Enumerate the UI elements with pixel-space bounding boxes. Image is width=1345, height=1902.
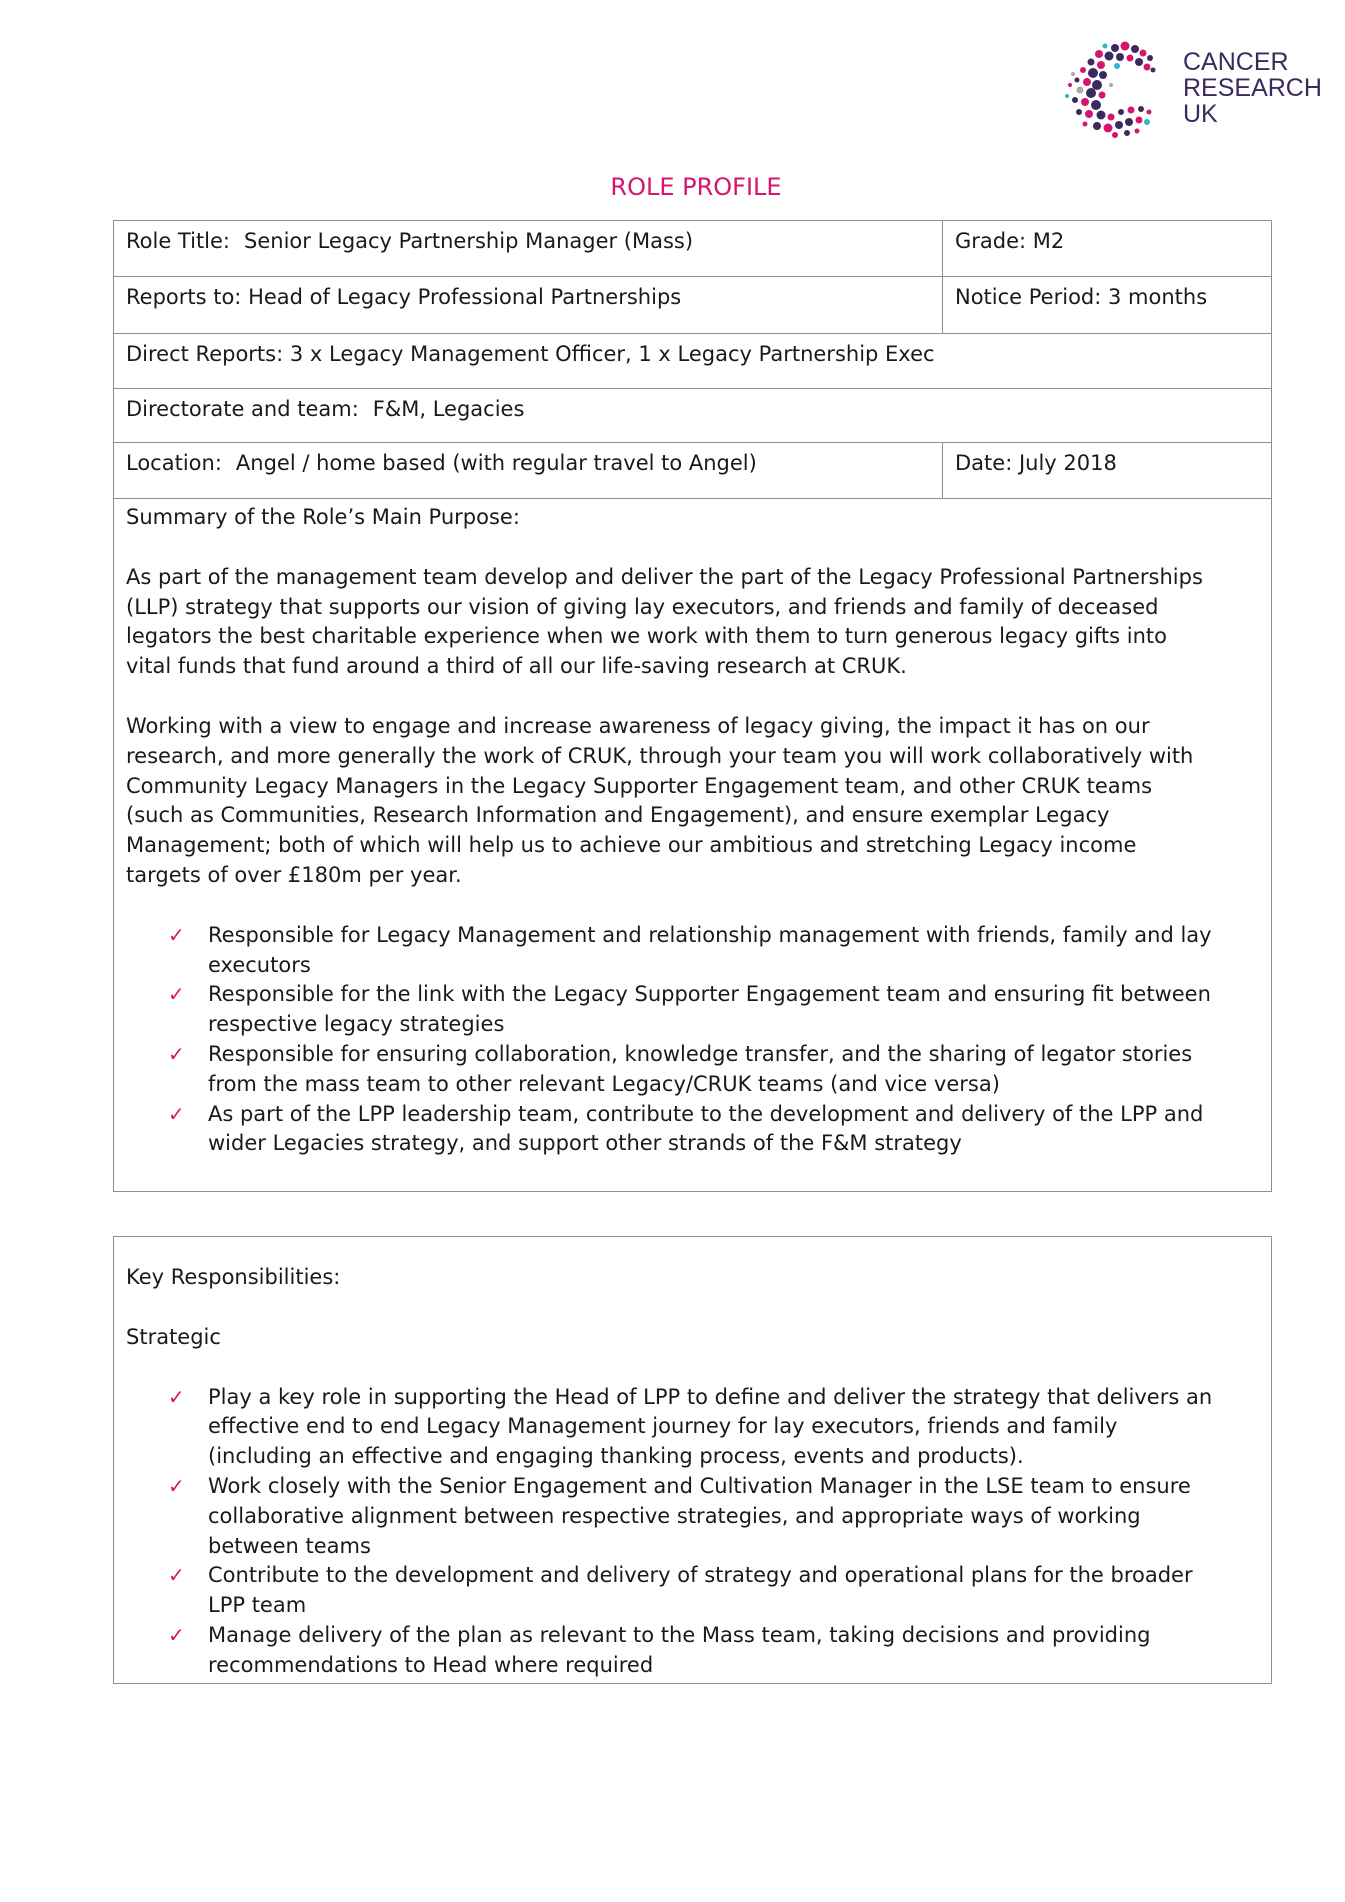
list-item-line: from the mass team to other relevant Legacy/CRUK teams (and vice versa) xyxy=(208,1071,1000,1096)
summary-p2-line: targets of over £180m per year. xyxy=(126,862,462,887)
check-icon: ✓ xyxy=(168,1041,185,1066)
list-item-line: Manage delivery of the plan as relevant to the Mass team, taking decisions and providing xyxy=(208,1622,1151,1647)
grade-cell: Grade: M2 xyxy=(955,229,1065,253)
summary-p2-line: Working with a view to engage and increase awareness of legacy giving, the impact it has on our xyxy=(126,713,1150,738)
summary-row xyxy=(114,499,1271,1191)
list-item-line: between teams xyxy=(208,1533,371,1558)
list-item xyxy=(168,980,1212,1040)
summary-p2-line: research, and more generally the work of CRUK, through your team you will work collaboratively with xyxy=(126,743,1194,768)
cruk-logo xyxy=(1055,40,1335,140)
page-title: ROLE PROFILE xyxy=(610,173,782,201)
list-item xyxy=(168,1100,1212,1160)
reports-to-row xyxy=(114,277,1271,334)
list-item-line: Responsible for the link with the Legacy Supporter Engagement team and ensuring fit between xyxy=(208,982,1211,1007)
summary-p2-line: Management; both of which will help us to achieve our ambitious and stretching Legacy income xyxy=(126,833,1137,858)
check-icon: ✓ xyxy=(168,1473,185,1498)
summary-p1-line: legators the best charitable experience when we work with them to turn generous legacy gifts into xyxy=(126,624,1167,649)
list-item-line: recommendations to Head where required xyxy=(208,1652,654,1677)
role-title-cell xyxy=(114,221,943,276)
check-icon: ✓ xyxy=(168,922,185,947)
logo-line-1: CANCER xyxy=(1183,48,1289,76)
list-item xyxy=(168,1621,1259,1681)
role-profile-table xyxy=(113,220,1272,1192)
list-item-line: (including an effective and engaging thanking process, events and products). xyxy=(208,1444,1024,1469)
location-label: Location: xyxy=(126,451,222,475)
directorate-label: Directorate and team: xyxy=(126,397,359,421)
directorate-row xyxy=(114,389,1271,443)
location-cell xyxy=(114,443,943,498)
check-icon: ✓ xyxy=(168,1384,185,1409)
strategic-checklist xyxy=(126,1383,1259,1681)
direct-reports-row xyxy=(114,334,1271,389)
key-responsibilities-box xyxy=(113,1236,1272,1684)
list-item-line: executors xyxy=(208,952,311,977)
list-item-line: Responsible for Legacy Management and relationship management with friends, family and lay xyxy=(208,922,1212,947)
check-icon: ✓ xyxy=(168,1101,185,1126)
check-icon: ✓ xyxy=(168,1563,185,1588)
list-item-line: As part of the LPP leadership team, contribute to the development and delivery of the LPP and xyxy=(208,1101,1204,1126)
list-item xyxy=(168,921,1212,981)
summary-p1-line: (LLP) strategy that supports our vision of giving lay executors, and friends and family of deceased xyxy=(126,594,1159,619)
cruk-wordmark xyxy=(1183,49,1322,127)
list-item xyxy=(168,1040,1212,1100)
list-item-line: Work closely with the Senior Engagement and Cultivation Manager in the LSE team to ensure xyxy=(208,1473,1191,1498)
list-item-line: LPP team xyxy=(208,1593,307,1618)
list-item-line: respective legacy strategies xyxy=(208,1012,505,1037)
list-item-line: Play a key role in supporting the Head of LPP to define and deliver the strategy that delivers an xyxy=(208,1384,1213,1409)
strategic-subheading: Strategic xyxy=(126,1324,221,1349)
summary-section xyxy=(114,499,1224,1191)
logo-line-2: RESEARCH xyxy=(1183,74,1322,102)
list-item xyxy=(168,1472,1259,1561)
list-item-line: collaborative alignment between respective strategies, and appropriate ways of working xyxy=(208,1503,1141,1528)
check-icon: ✓ xyxy=(168,1622,185,1647)
logo-line-3: UK xyxy=(1183,100,1218,128)
key-responsibilities-section xyxy=(114,1237,1271,1681)
key-responsibilities-heading: Key Responsibilities: xyxy=(126,1265,341,1289)
directorate-value: F&M, Legacies xyxy=(372,397,525,421)
summary-p2-line: Community Legacy Managers in the Legacy Supporter Engagement team, and other CRUK teams xyxy=(126,773,1153,798)
notice-period-cell: Notice Period: 3 months xyxy=(955,285,1208,309)
role-title-label: Role Title: xyxy=(126,229,231,253)
list-item-line: Responsible for ensuring collaboration, knowledge transfer, and the sharing of legator stories xyxy=(208,1041,1193,1066)
summary-p2-line: (such as Communities, Research Information and Engagement), and ensure exemplar Legacy xyxy=(126,803,1110,828)
date-cell: Date: July 2018 xyxy=(955,451,1117,475)
list-item xyxy=(168,1383,1259,1472)
location-row xyxy=(114,443,1271,499)
summary-checklist xyxy=(126,921,1212,1159)
list-item-line: effective end to end Legacy Management journey for lay executors, friends and family xyxy=(208,1414,1118,1439)
list-item xyxy=(168,1561,1259,1621)
list-item-line: wider Legacies strategy, and support other strands of the F&M strategy xyxy=(208,1131,962,1156)
role-title-value: Senior Legacy Partnership Manager (Mass) xyxy=(244,229,694,253)
reports-to-cell: Reports to: Head of Legacy Professional Partnerships xyxy=(114,277,943,333)
cruk-c-dots-icon xyxy=(1055,40,1165,140)
location-value: Angel / home based (with regular travel to Angel) xyxy=(235,451,757,475)
summary-p1-line: As part of the management team develop and deliver the part of the Legacy Professional Partnerships xyxy=(126,564,1203,589)
direct-reports-cell: Direct Reports: 3 x Legacy Management Officer, 1 x Legacy Partnership Exec xyxy=(126,342,935,366)
summary-p1-line: vital funds that fund around a third of all our life-saving research at CRUK. xyxy=(126,654,907,679)
summary-heading: Summary of the Role’s Main Purpose: xyxy=(126,505,520,529)
directorate-cell xyxy=(114,389,1271,442)
list-item-line: Contribute to the development and delivery of strategy and operational plans for the broader xyxy=(208,1563,1193,1588)
check-icon: ✓ xyxy=(168,982,185,1007)
role-title-row xyxy=(114,221,1271,277)
